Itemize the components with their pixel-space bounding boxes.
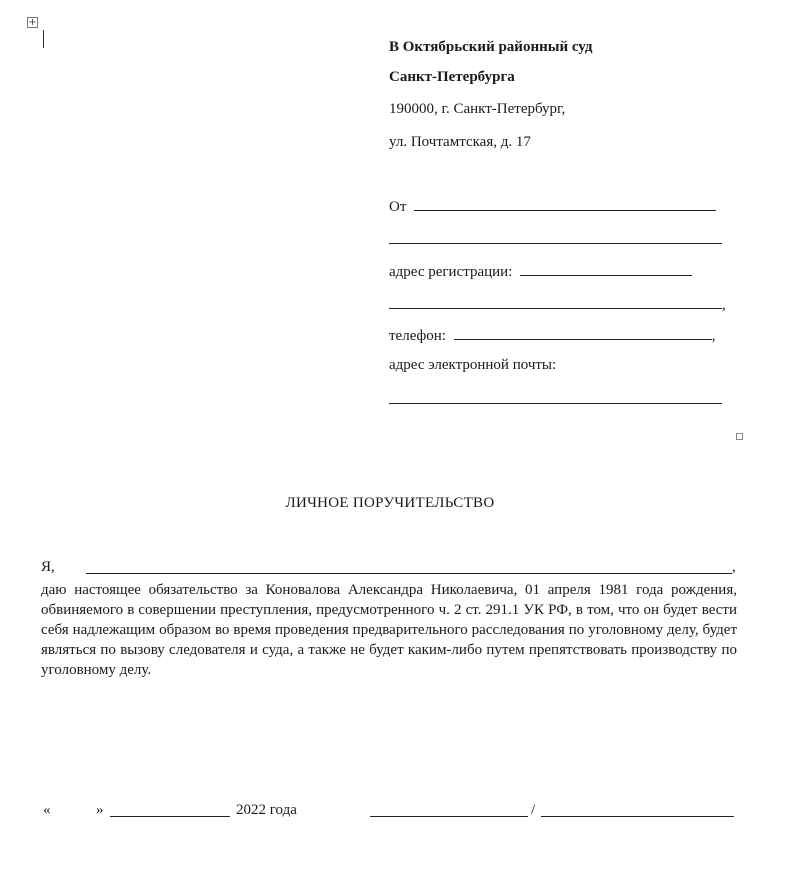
guarantor-name-blank[interactable] <box>86 573 732 574</box>
from-label: От <box>389 199 407 215</box>
date-quote-open: « <box>43 802 51 818</box>
guarantor-comma: , <box>732 559 736 575</box>
text-cursor <box>43 30 44 48</box>
from-name-blank-line2[interactable] <box>389 243 722 244</box>
registration-blank-line2[interactable] <box>389 294 722 309</box>
document-title: ЛИЧНОЕ ПОРУЧИТЕЛЬСТВО <box>285 495 495 511</box>
phone-blank[interactable] <box>454 325 712 340</box>
table-move-handle-icon[interactable]: + <box>28 17 37 28</box>
date-month-blank[interactable] <box>110 816 230 817</box>
court-name-line2: Санкт-Петербурга <box>389 69 515 85</box>
email-label: адрес электронной почты: <box>389 357 557 373</box>
phone-comma: , <box>711 328 716 344</box>
registration-row <box>389 261 692 281</box>
registration-label: адрес регистрации: <box>389 264 513 280</box>
registration-blank[interactable] <box>520 261 692 276</box>
phone-label: телефон: <box>389 328 446 344</box>
date-quote-close: » <box>96 802 104 818</box>
court-address-line2: ул. Почтамтская, д. 17 <box>389 134 531 150</box>
date-year-text: 2022 года <box>236 802 297 818</box>
signature-slash: / <box>531 802 536 818</box>
court-name-line1: В Октябрьский районный суд <box>389 39 593 55</box>
registration-comma: , <box>722 297 726 313</box>
guarantor-label: Я, <box>41 559 55 575</box>
court-address-line1: 190000, г. Санкт-Петербург, <box>389 101 566 117</box>
table-resize-handle-icon[interactable] <box>736 433 743 440</box>
from-row <box>389 196 716 216</box>
registration-row2 <box>389 294 726 314</box>
guarantor-row <box>41 558 55 576</box>
phone-row <box>389 325 715 345</box>
signature-name-blank[interactable] <box>541 816 734 817</box>
guarantee-body-text: даю настоящее обязательство за Коновалова Александра Николаевича, 01 апреля 1981 года рождения, обвиняемого в совершении преступления, предусмотренного ч. 2 ст. 291.1 УК РФ, в том, что он будет вести себя надлежащим образом во время проведения предварительного расследования по уголовному делу, будет являться по вызову следователя и суда, а также не будет каким-либо путем препятствовать производству по уголовному делу. <box>41 582 737 678</box>
signature-blank[interactable] <box>370 816 528 817</box>
from-name-blank[interactable] <box>414 196 716 211</box>
email-blank[interactable] <box>389 403 722 404</box>
